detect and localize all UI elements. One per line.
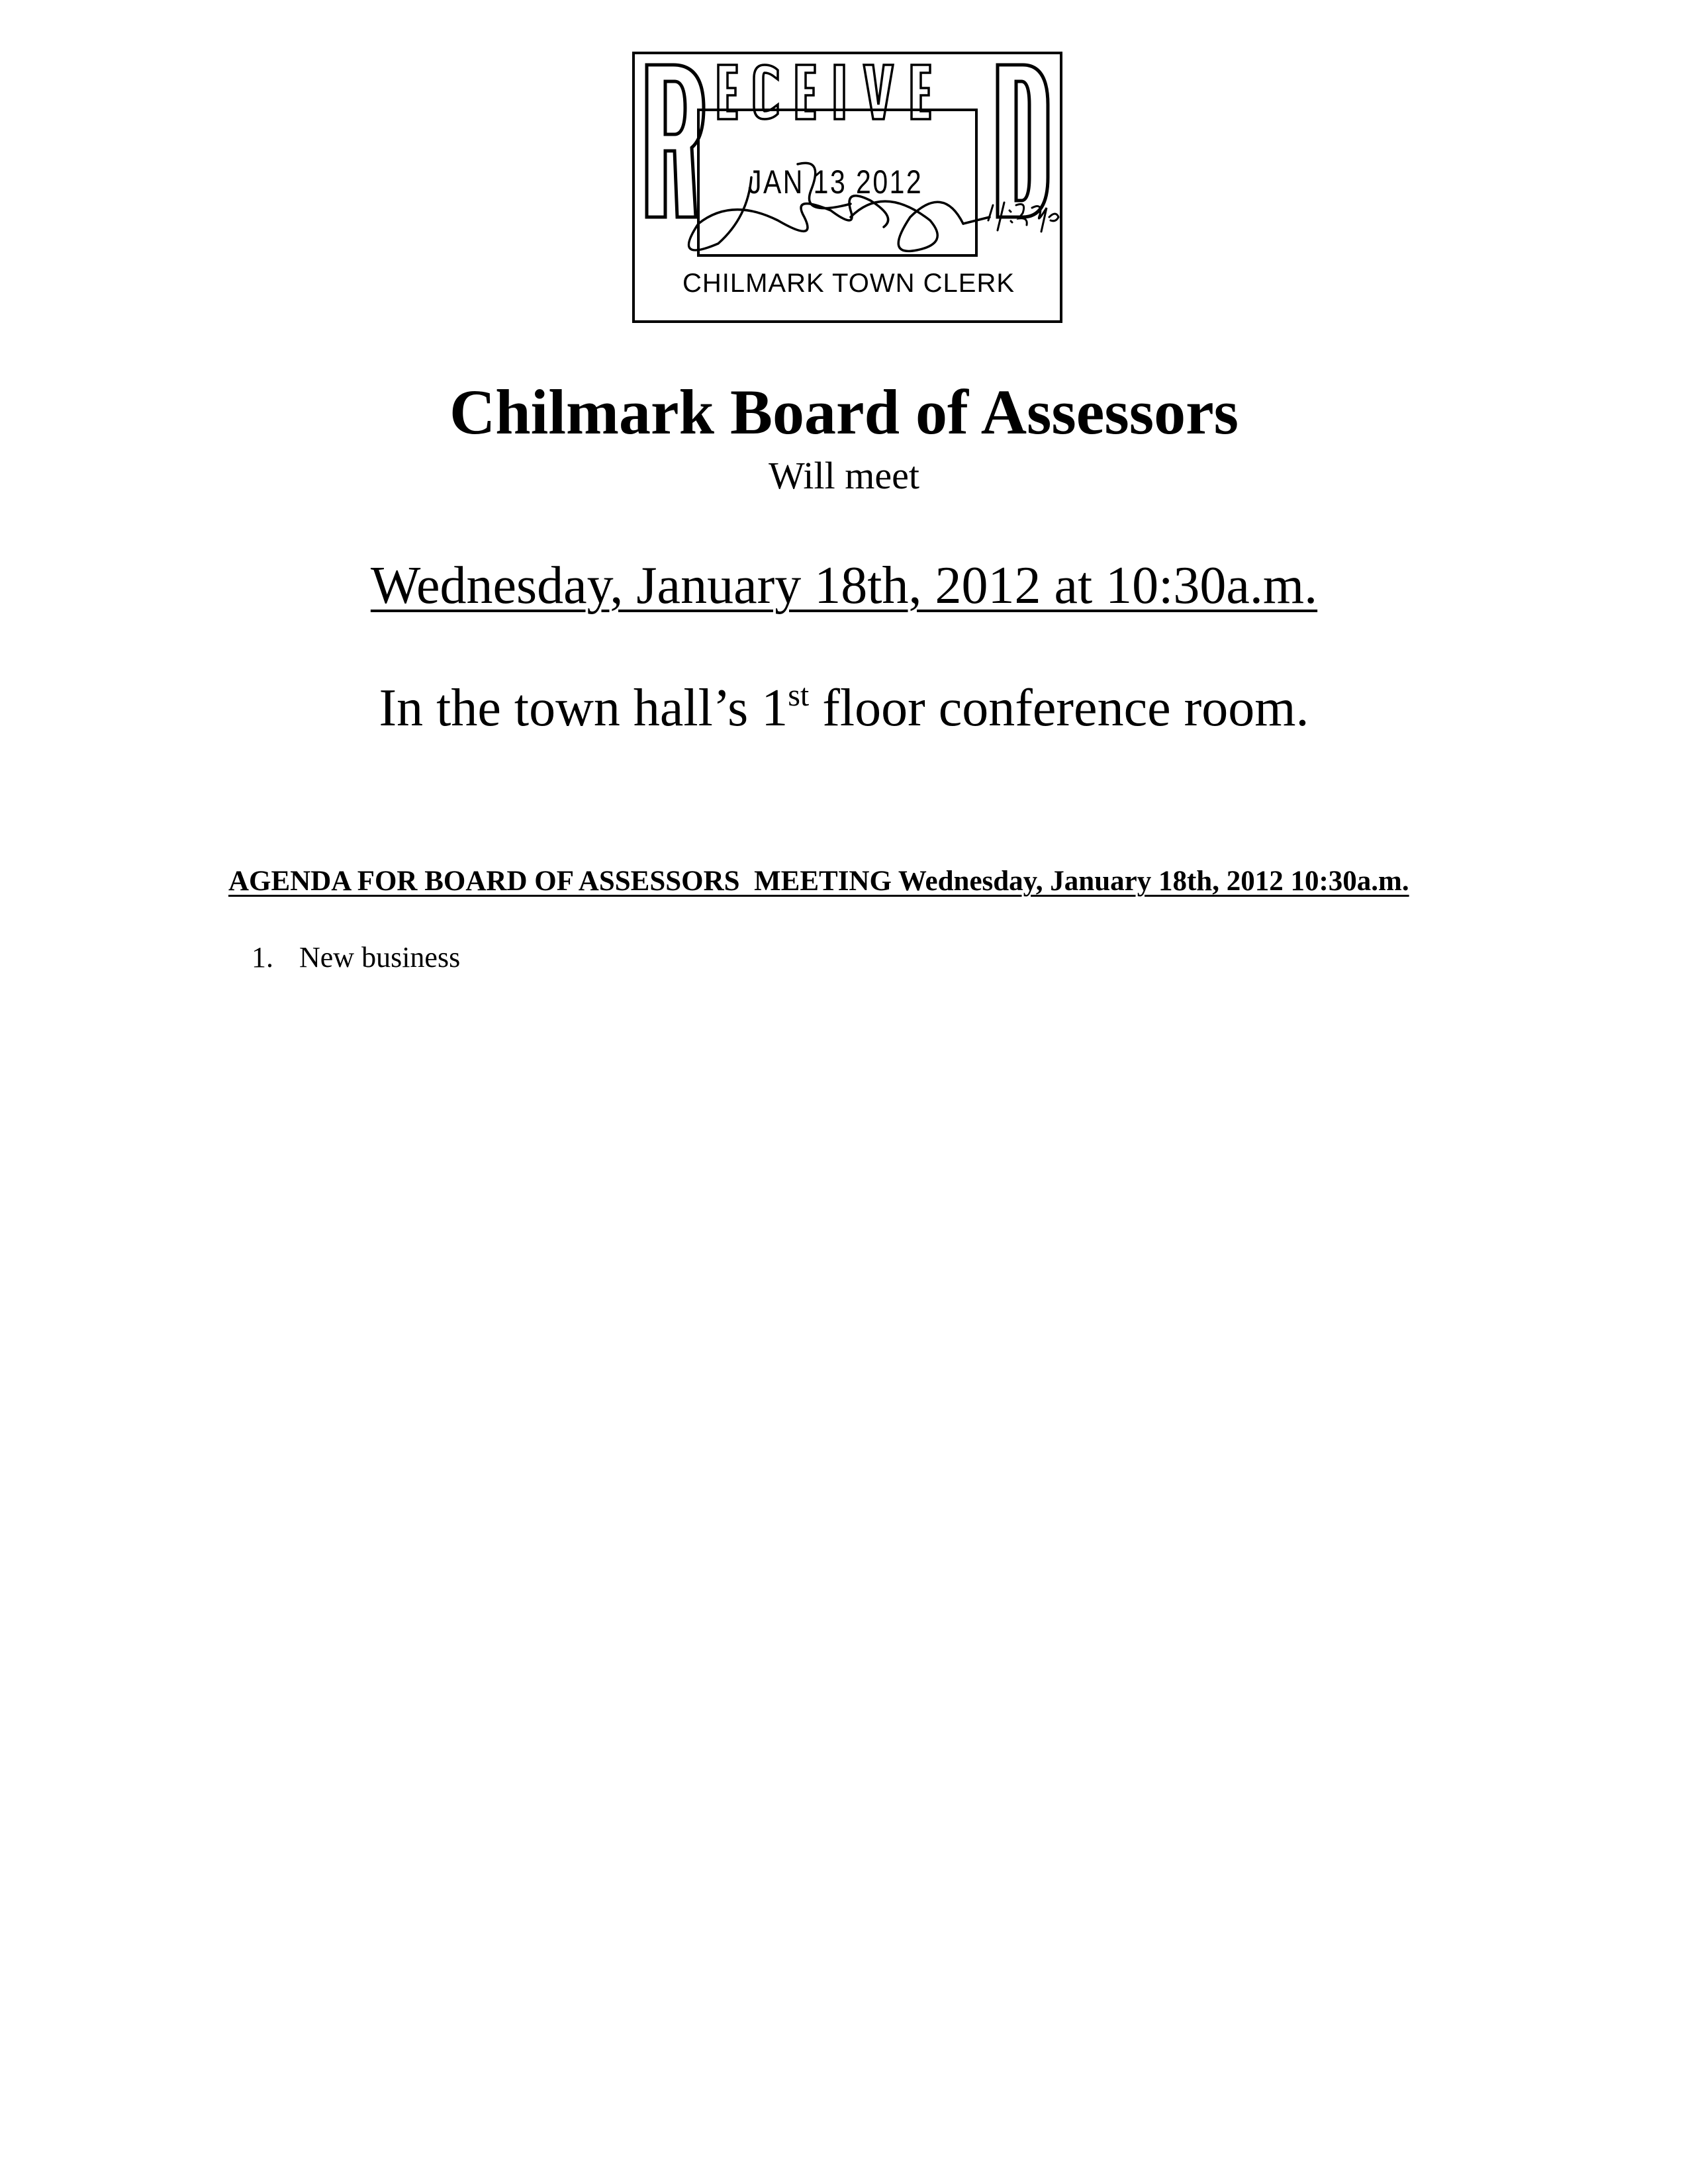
agenda-item-text: New business bbox=[299, 941, 461, 974]
stamp-date: JAN 13 2012 bbox=[748, 163, 923, 201]
meeting-date-text: Wednesday, January 18th, 2012 at 10:30a.m. bbox=[370, 557, 1318, 615]
meeting-date bbox=[0, 557, 1688, 615]
agenda-heading: AGENDA FOR BOARD OF ASSESSORS MEETING Wednesday, January 18th, 2012 10:30a.m. bbox=[228, 866, 1409, 897]
location-prefix: In the town hall’s 1 bbox=[379, 679, 788, 737]
subtitle: Will meet bbox=[769, 454, 919, 497]
location-ordinal: st bbox=[788, 678, 810, 713]
agenda-item-number: 1. bbox=[252, 941, 273, 974]
stamp-clerk-label: CHILMARK TOWN CLERK bbox=[682, 269, 1015, 298]
stamp-letter-d bbox=[998, 65, 1048, 217]
stamp-letter-r bbox=[647, 65, 704, 217]
agenda-item bbox=[252, 938, 460, 976]
page-title: Chilmark Board of Assessors bbox=[449, 377, 1239, 447]
agenda-list bbox=[252, 938, 460, 976]
location-suffix: floor conference room. bbox=[809, 679, 1309, 737]
received-stamp bbox=[632, 52, 1062, 323]
meeting-location bbox=[0, 678, 1688, 737]
